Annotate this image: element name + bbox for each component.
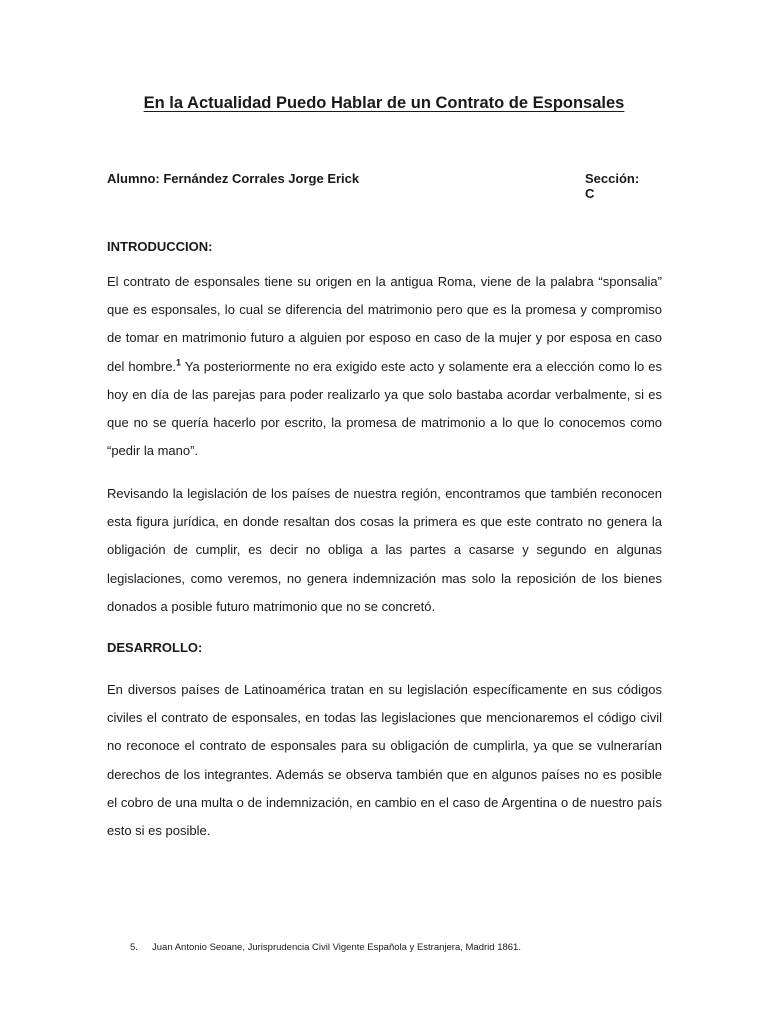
intro-paragraph-1-text-a: El contrato de esponsales tiene su origen en la antigua Roma, viene de la palabra “sponsalia” que es esponsales, lo cual se diferencia del matrimonio pero que es la promesa y compromiso de tomar en matrimonio futuro a alguien por esposo en caso de la mujer y por esposa en caso del hombre. — [107, 274, 662, 374]
footnote-reference: 1 — [176, 357, 182, 368]
intro-paragraph-2: Revisando la legislación de los países de nuestra región, encontramos que también reconocen esta figura jurídica, en donde resaltan dos cosas la primera es que este contrato no genera la obligación de cumplir, es decir no obliga a las partes a casarse y segundo en algunas legislaciones, como veremos, no genera indemnización mas solo la reposición de los bienes donados a posible futuro matrimonio que no se concretó. — [107, 486, 662, 614]
development-paragraph-1: En diversos países de Latinoamérica tratan en su legislación específicamente en sus códigos civiles el contrato de esponsales, en todas las legislaciones que mencionaremos el código civil no reconoce el contrato de esponsales para su obligación de cumplirla, ya que se vulnerarían derechos de los integrantes. Además se observa también que en algunos países no es posible el cobro de una multa o de indemnización, en cambio en el caso de Argentina o de nuestro país esto si es posible. — [107, 682, 662, 839]
student-info-line — [107, 171, 652, 201]
intro-paragraph-1 — [107, 268, 662, 465]
footnote-number: 5. — [130, 942, 138, 953]
section-label: Sección: C — [585, 171, 640, 201]
document-title: En la Actualidad Puedo Hablar de un Contrato de Esponsales — [143, 94, 625, 112]
intro-heading: INTRODUCCION: — [107, 239, 213, 254]
development-heading: DESARROLLO: — [107, 640, 203, 655]
intro-paragraph-1-text-b: Ya posteriormente no era exigido este acto y solamente era a elección como lo es hoy en día de las parejas para poder realizarlo ya que solo bastaba acordar verbalmente, si es que no se quería hacerlo por escrito, la promesa de matrimonio a lo que lo conocemos como “pedir la mano”. — [107, 358, 662, 459]
student-name: Alumno: Fernández Corrales Jorge Erick — [107, 171, 360, 186]
footnote-text: Juan Antonio Seoane, Jurisprudencia Civil Vigente Española y Estranjera, Madrid 1861. — [152, 942, 521, 953]
